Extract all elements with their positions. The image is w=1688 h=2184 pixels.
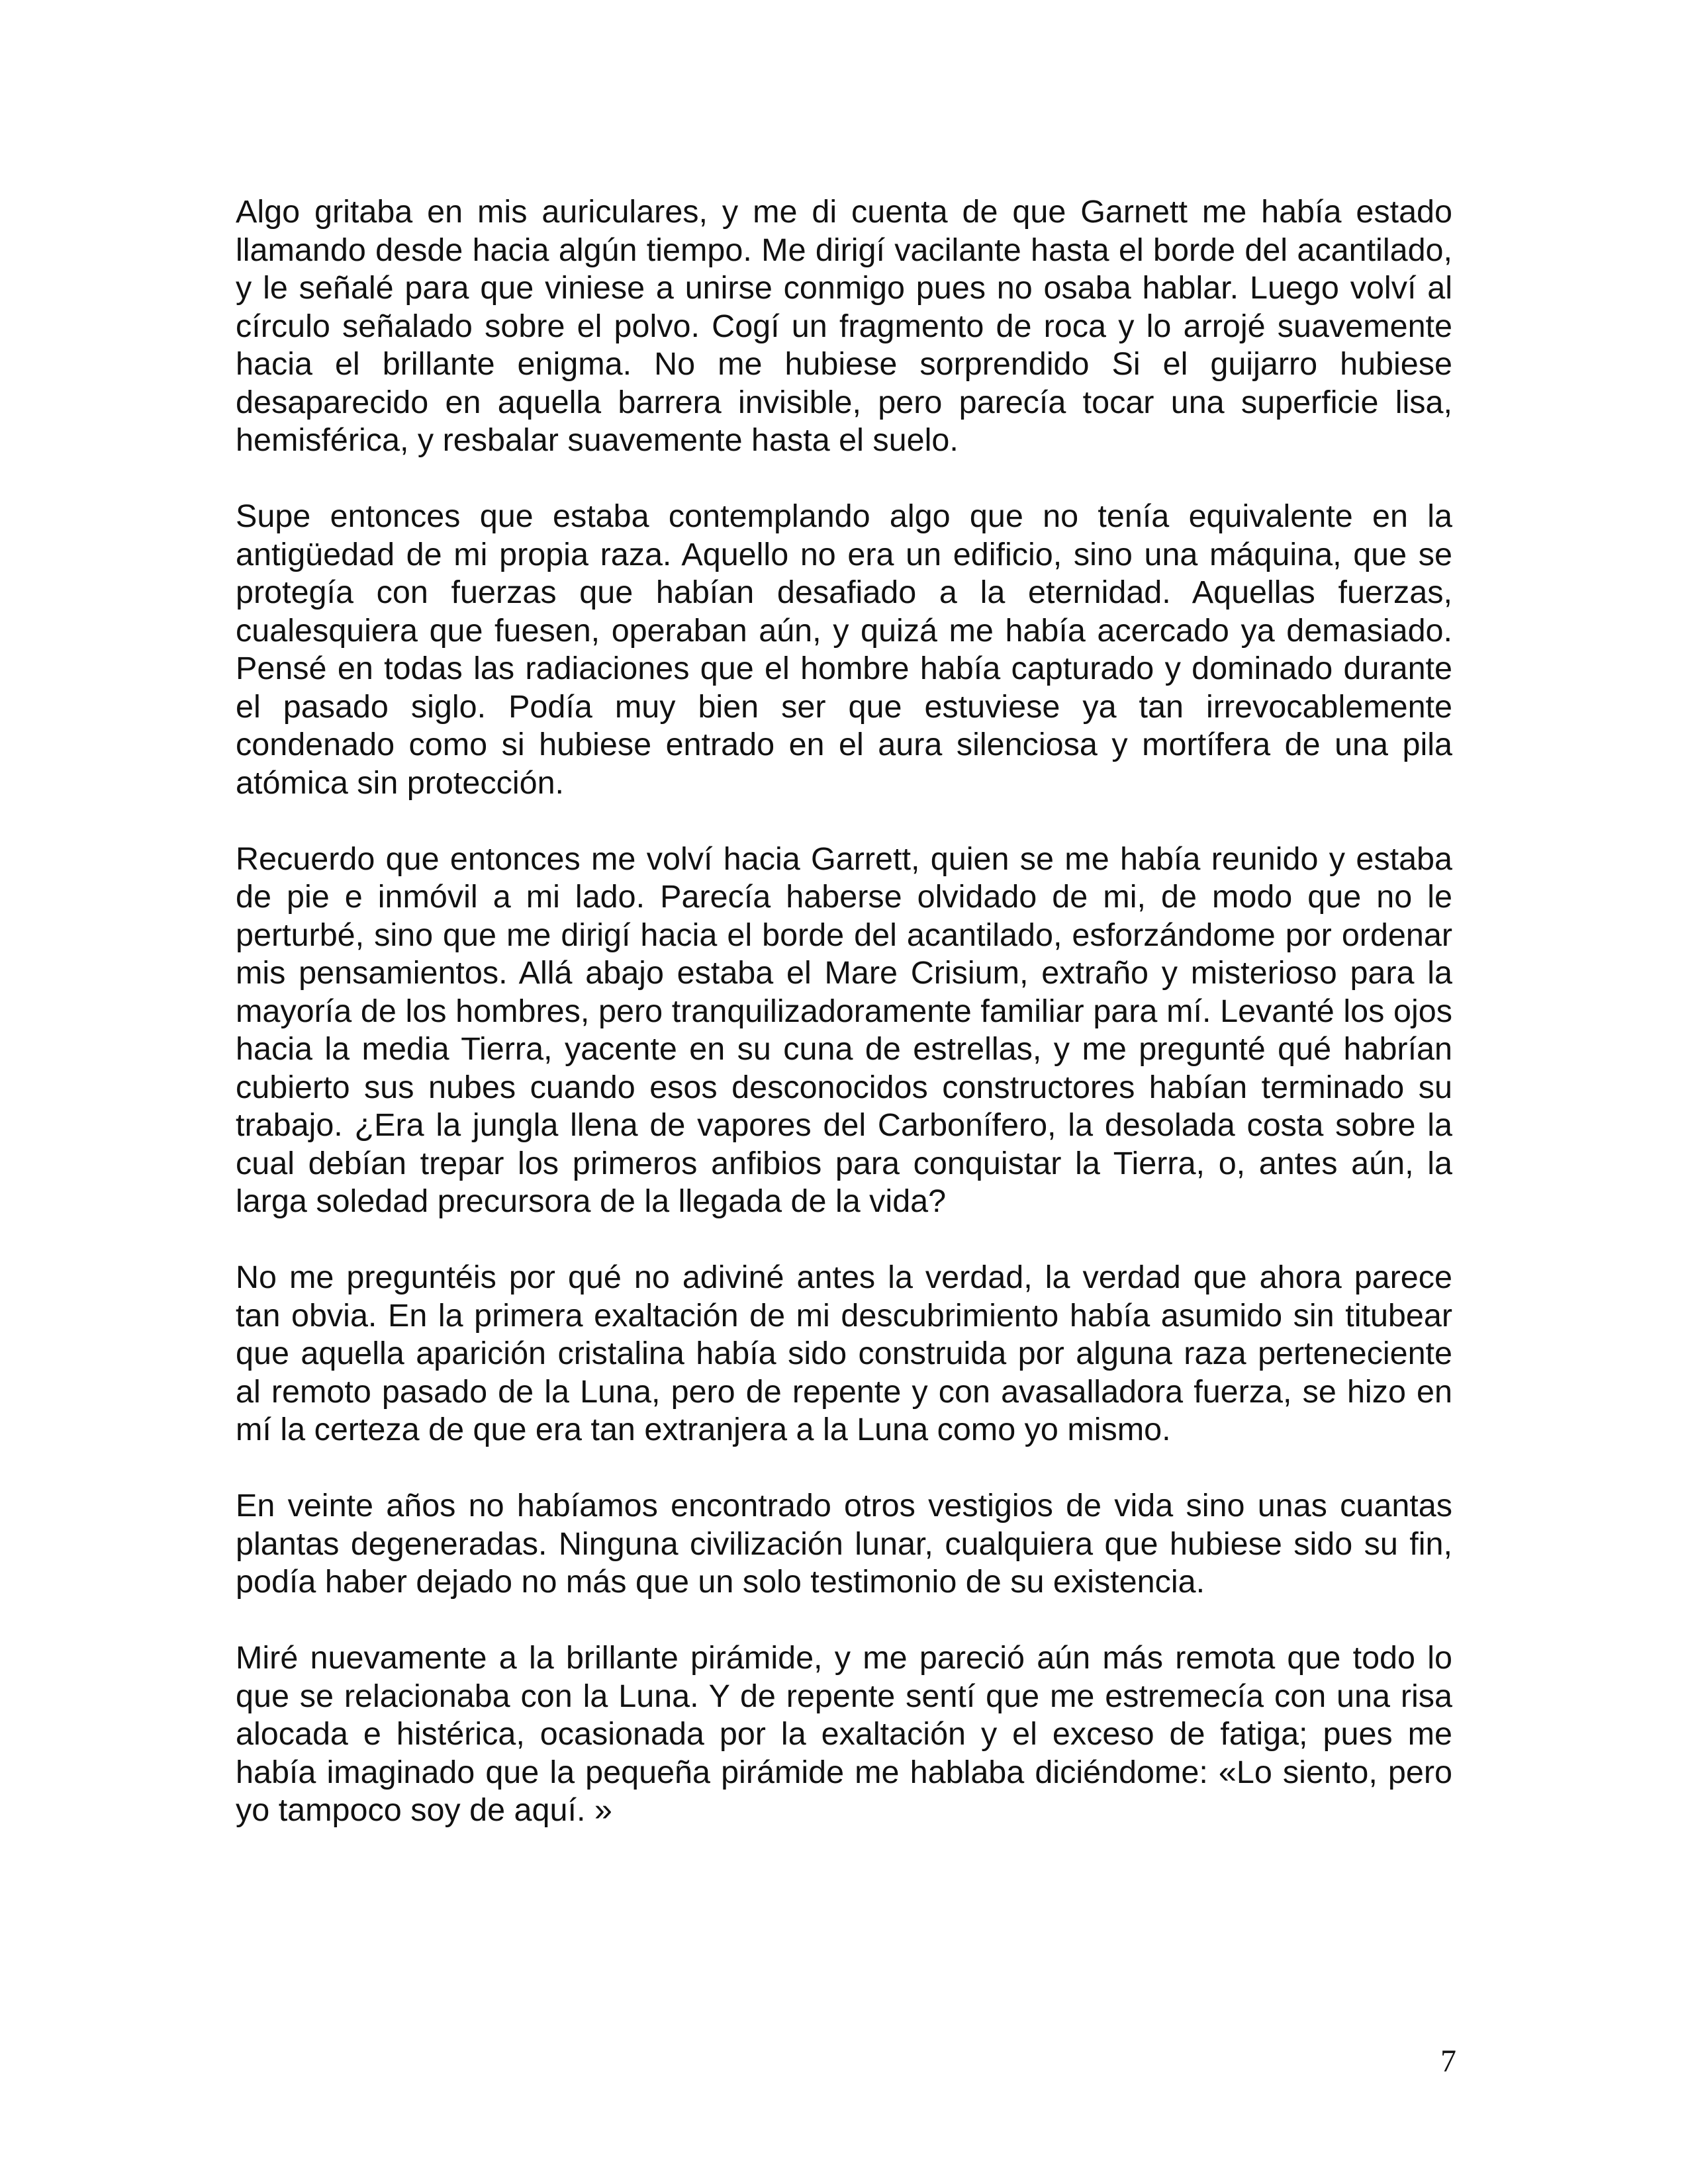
paragraph-3: Recuerdo que entonces me volví hacia Garrett, quien se me había reunido y estaba de pie e inmóvil a mi lado. Parecía haberse olvidado de mi, de modo que no le perturbé, sino que me dirigí hacia el borde del acantilado, esforzándome por ordenar mis pensamientos. Allá abajo estaba el Mare Crisium, extraño y misterioso para la mayoría de los hombres, pero tranquilizadoramente familiar para mí. Levanté los ojos hacia la media Tierra, yacente en su cuna de estrellas, y me pregunté qué habrían cubierto sus nubes cuando esos desconocidos constructores habían terminado su trabajo. ¿Era la jungla llena de vapores del Carbonífero, la desolada costa sobre la cual debían trepar los primeros anfibios para conquistar la Tierra, o, antes aún, la larga soledad precursora de la llegada de la vida? xyxy=(236,841,1452,1219)
paragraph-4: No me preguntéis por qué no adiviné antes la verdad, la verdad que ahora parece tan obvia. En la primera exaltación de mi descubrimiento había asumido sin titubear que aquella aparición cristalina había sido construida por alguna raza perteneciente al remoto pasado de la Luna, pero de repente y con avasalladora fuerza, se hizo en mí la certeza de que era tan extranjera a la Luna como yo mismo. xyxy=(236,1259,1452,1447)
paragraph-1: Algo gritaba en mis auriculares, y me di cuenta de que Garnett me había estado llamando desde hacia algún tiempo. Me dirigí vacilante hasta el borde del acantilado, y le señalé para que viniese a unirse conmigo pues no osaba hablar. Luego volví al círculo señalado sobre el polvo. Cogí un fragmento de roca y lo arrojé suavemente hacia el brillante enigma. No me hubiese sorprendido Si el guijarro hubiese desaparecido en aquella barrera invisible, pero parecía tocar una superficie lisa, hemisférica, y resbalar suavemente hasta el suelo. xyxy=(236,194,1452,458)
paragraph-6: Miré nuevamente a la brillante pirámide, y me pareció aún más remota que todo lo que se relacionaba con la Luna. Y de repente sentí que me estremecía con una risa alocada e histérica, ocasionada por la exaltación y el exceso de fatiga; pues me había imaginado que la pequeña pirámide me hablaba diciéndome: «Lo siento, pero yo tampoco soy de aquí. » xyxy=(236,1640,1452,1828)
paragraph-5: En veinte años no habíamos encontrado otros vestigios de vida sino unas cuantas plantas degeneradas. Ninguna civilización lunar, cualquiera que hubiese sido su fin, podía haber dejado no más que un solo testimonio de su existencia. xyxy=(236,1488,1452,1600)
paragraph-2: Supe entonces que estaba contemplando algo que no tenía equivalente en la antigüedad de mi propia raza. Aquello no era un edificio, sino una máquina, que se protegía con fuerzas que habían desafiado a la eternidad. Aquellas fuerzas, cualesquiera que fuesen, operaban aún, y quizá me había acercado ya demasiado. Pensé en todas las radiaciones que el hombre había capturado y dominado durante el pasado siglo. Podía muy bien ser que estuviese ya tan irrevocablemente condenado como si hubiese entrado en el aura silenciosa y mortífera de una pila atómica sin protección. xyxy=(236,498,1452,801)
page-number: 7 xyxy=(1440,2044,1456,2079)
body-text xyxy=(236,193,1452,1830)
